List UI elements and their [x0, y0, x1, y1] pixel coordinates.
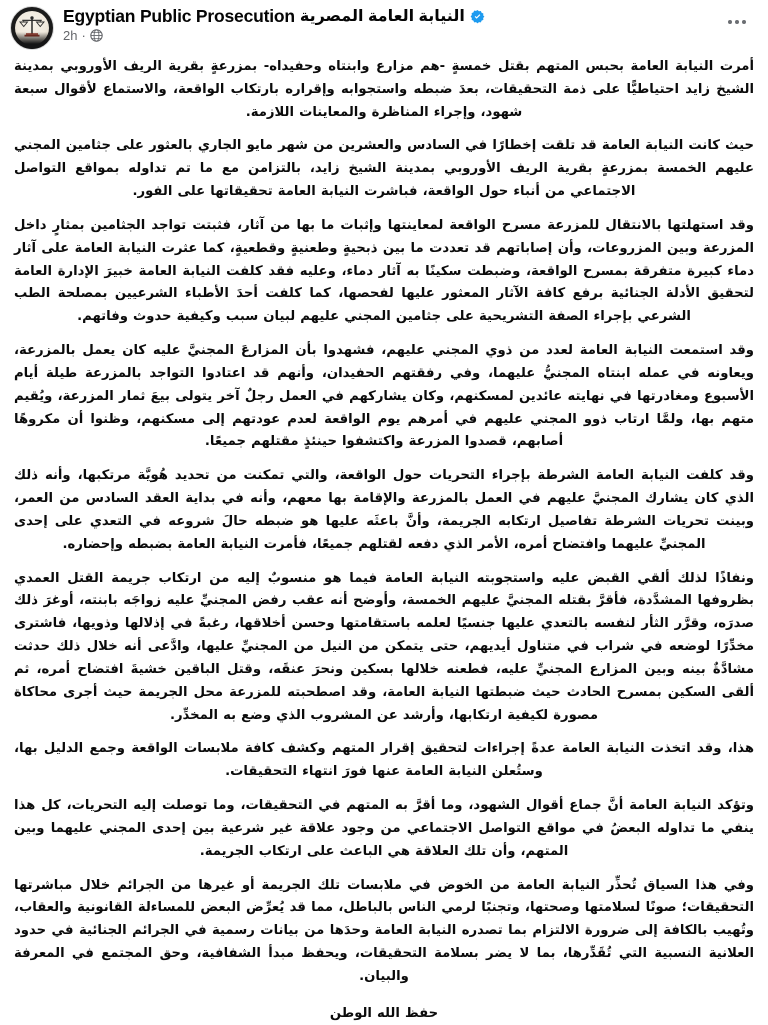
avatar[interactable] [10, 6, 54, 50]
post-paragraph: وقد استهلتها بالانتقال للمزرعة مسرح الواقعة لمعاينتها وإثبات ما بها من آثار، فثبتت تواجد الجثامين بمثارٍ داخل المزرعة وبين المزروعات، وأن إصاباتهم قد تعددت ما بين ذبحيةٍ وطعنيةٍ وقطعيةٍ، كما عثرت النيابة العامة على آثار دماء كبيرة متفرقة بمسرح الواقعة، وضبطت سكينًا به آثار دماء، وعليه فقد كلفت النيابة العامة خبيرَ الإدارة العامة لتحقيق الأدلة الجنائية برفع كافة الآثار المعثور عليها لفحصها، كما كلفت أحدَ الأطباء الشرعيين بمصلحة الطب الشرعي بإجراء الصفة التشريحية على جثامين المجني عليهم لبيان سبب وكيفية حدوث وفاتهم. [14, 217, 754, 325]
post-paragraph: وتؤكد النيابة العامة أنَّ جماع أقوال الشهود، وما أقرَّ به المتهم في التحقيقات، وما توصلت إليه التحريات، كل هذا ينفي ما تداوله البعضُ في مواقع التواصل الاجتماعي من وجود علاقة غير شرعية بين إحدى المجني عليهما وبين المتهم، وأن تلك العلاقة هي الباعث على ارتكاب الجريمة. [14, 798, 754, 859]
post-paragraph: أمرت النيابة العامة بحبس المتهم بقتل خمسةٍ -هم مزارع وابنتاه وحفيداه- بمزرعةٍ بقرية الريف الأوروبي بمدينة الشيخ زايد احتياطيًّا على ذمة التحقيقات، بعدَ ضبطه واستجوابه وإقراره بارتكاب الواقعة، والاستماع لأقوال سبعة شهود، وإجراء المناظرة والمعاينات اللازمة. [14, 59, 754, 120]
post-paragraph: وفي هذا السياق تُحذِّر النيابة العامة من الخوض في ملابسات تلك الجريمة أو غيرها من الجرائم خلال مباشرتها التحقيقات؛ صونًا لسلامتها وصحتها، وتجنبًا لرمي الناس بالباطل، مما قد يُعرِّض البعض للمساءلة القانونية والعقاب، وتُهيب بالكافة إلى ضرورة الالتزام بما تصدره النيابة العامة وحدَها من بيانات رسمية في الجرائم الجنائية في حدود العلانية النسبية التي تُقَدِّرها، بما لا يضر بسلامة التحقيقات، ويحفظ مبدأ الشفافية، وحق المجتمع في المعرفة والبيان. [14, 877, 754, 984]
post-meta-row [63, 28, 485, 43]
avatar-shadow [11, 32, 53, 49]
post-paragraph: حيث كانت النيابة العامة قد تلقت إخطارًا في السادس والعشرين من شهر مايو الجاري بالعثور على جثامين المجني عليهم الخمسة بمزرعةٍ بقرية الريف الأوروبي بمدينة الشيخ زايد، بالتزامن مع ما تم تداوله بمواقع التواصل الاجتماعي من أنباء حول الواقعة، فباشرت النيابة العامة تحقيقاتها على الفور. [14, 138, 754, 200]
post-paragraph: وقد استمعت النيابة العامة لعدد من ذوي المجني عليهم، فشهدوا بأن المزارعَ المجنيَّ عليه كان يعمل بالمزرعة، ويعاونه في عمله ابنتاه المجنيُّ عليهما، وفي رفقتهم الحفيدان، وأنهم قد اعتادوا التواجد بالمزرعة طيلة أيام الأسبوع ومغادرتها في نهايته عائدين لمسكنهم، وكان يشاركهم في العمل رجلٌ آخر يتولى بيعَ ثمار المزرعة، ويُقيم متهم بها، ولمَّا ارتاب ذوو المجني عليهم في أمرهم يوم الواقعة لعدم عودتهم إلى مسكنهم، وظنوا أن مكروهًا أصابهم، قصدوا المزرعة واكتشفوا حينئذٍ مقتلهم جميعًا. [14, 343, 754, 450]
more-dot-2 [735, 20, 739, 24]
meta-separator: · [81, 28, 86, 44]
post-author-block [63, 6, 485, 43]
post-header [0, 0, 768, 54]
post-timestamp[interactable]: 2h [63, 28, 78, 44]
verified-badge-icon [470, 9, 485, 24]
more-options-icon[interactable] [722, 12, 752, 32]
post-closing-line: حفظ الله الوطن [329, 1005, 439, 1021]
post-paragraph: وقد كلفت النيابة العامة الشرطة بإجراء التحريات حول الواقعة، والتي تمكنت من تحديد هُويَّة مرتكبها، وأنه ذلك الذي كان يشارك المجنيَّ عليهم في العمل بالمزرعة والإقامة بها معهم، وأنه في بداية العقد السادس من العمر، وبينت تحريات الشرطة تفاصيل ارتكابه الجريمة، وأنَّ باعثَه عليها هو ضبطه حالَ شروعه في التعدي على إحدى المجنيِّ عليهما وافتضاح أمره، الأمر الذي دفعه لقتلهم جميعًا، فأمرت النيابة العامة بضبطه وإحضاره. [14, 468, 754, 552]
page-name-arabic[interactable]: النيابة العامة المصرية [299, 7, 465, 25]
post-paragraph: هذا، وقد اتخذت النيابة العامة عدةً إجراءات لتحقيق إقرار المتهم وكشف كافة ملابسات الواقعة وجمع الدليل بها، وستُعلن النيابة العامة عنها فورَ انتهاء التحقيقات. [14, 741, 754, 780]
author-name-row [63, 7, 485, 26]
more-dot-1 [728, 20, 732, 24]
more-dot-3 [742, 20, 746, 24]
globe-icon[interactable] [90, 29, 103, 42]
page-name-english[interactable]: Egyptian Public Prosecution [63, 6, 295, 26]
post-paragraph: ونفاذًا لذلك ألقي القبض عليه واستجوبته النيابة العامة فيما هو منسوبٌ إليه من ارتكاب جريمة القتل العمدي بظروفها المشدَّدة، فأقرَّ بقتله المجنيَّ عليهم الخمسة، وأوضح أنه عقب رفض المجنيِّ عليه زواجَه بابنته، أوغرَ ذلك صدرَه، وقرَّر الثأر لنفسه بالتعدي عليها جنسيًا لعلمه باستقامتها وحسن أخلاقها، رغبةً في إذلالها وذويها، فاشترى مخدِّرًا لوضعه في شراب في متناول أيديهم، حتى يتمكن من النيل من المجنيِّ عليها، وادَّعى أنه خلال ذلك حدثت مشادَّةٌ بينه وبين المزارع المجنيِّ عليه، فطعنه خلالها بسكين ونحرَ عنقَه، وقتل الباقين خشيةَ افتضاح أمره، ثم ألقى السكين بمسرح الحادث حيث ضبطتها النيابة العامة، وقد اصطحبته للمزرعة محل الجريمة حيث أجرى محاكاة مصورة لكيفية ارتكابها، وأرشد عن المشروب الذي وضع به المخدِّر. [14, 570, 754, 723]
post-body [0, 54, 768, 1025]
